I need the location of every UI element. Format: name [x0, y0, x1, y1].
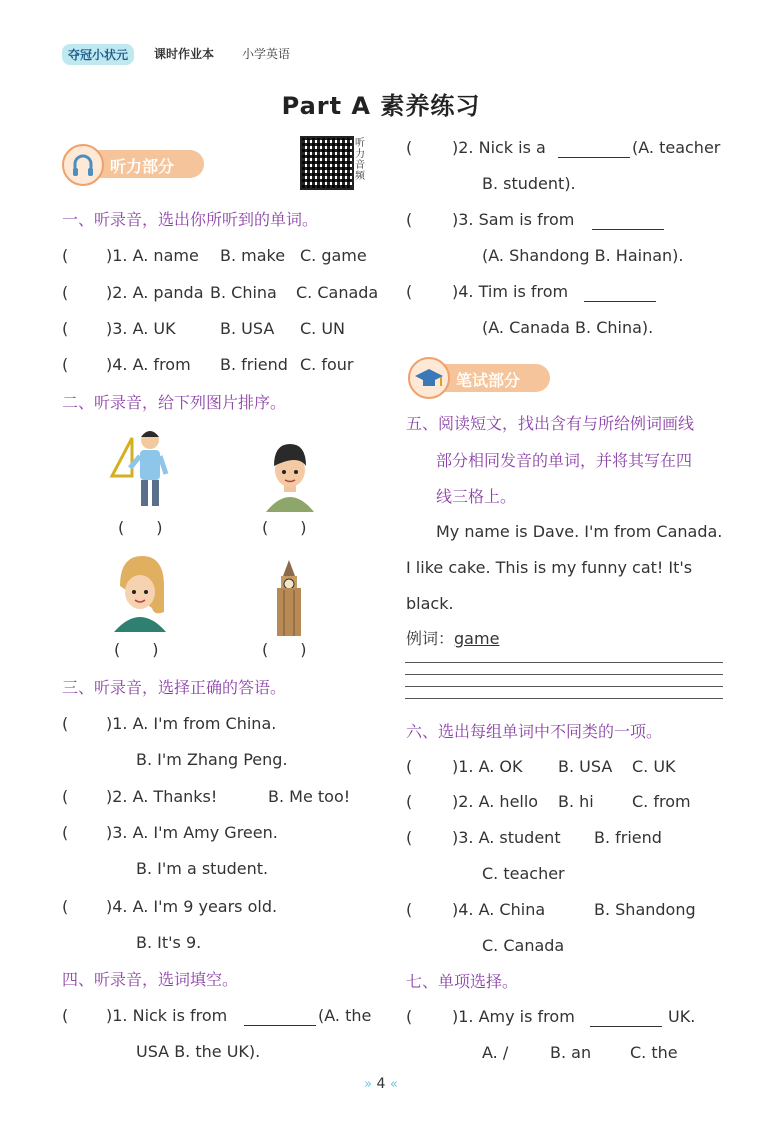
paren: ( [406, 210, 413, 229]
s3-q3-a: )3. A. I'm Amy Green. [106, 823, 278, 842]
section-1-heading: 一、听录音，选出你所听到的单词。 [62, 210, 319, 229]
option-a: )2. A. panda [106, 283, 204, 302]
option-a: )1. A. name [106, 246, 199, 265]
s7-q1-a: )1. Amy is from [452, 1007, 575, 1026]
section-6-heading: 六、选出每组单词中不同类的一项。 [406, 722, 663, 741]
section-4-heading: 四、听录音，选词填空。 [62, 970, 239, 989]
s4-q3-c: (A. Shandong B. Hainan). [482, 246, 684, 265]
page-number-footer [0, 1076, 762, 1092]
s7-option-b: B. an [550, 1043, 592, 1062]
writing-label: 笔试部分 [456, 371, 521, 390]
s6-q4-b: B. Shandong [594, 900, 696, 919]
answer-blank[interactable] [584, 300, 656, 302]
s7-option-a: A. / [482, 1043, 509, 1062]
paren: ( [62, 246, 69, 265]
qr-code-icon[interactable] [300, 136, 354, 190]
s3-q3-b: B. I'm a student. [136, 859, 269, 878]
s3-q4-b: B. It's 9. [136, 933, 202, 952]
paren: ( [406, 1007, 413, 1026]
paren: ( [62, 319, 69, 338]
example-word: game [454, 629, 500, 648]
example-word-line [406, 629, 499, 649]
headphones-icon [62, 144, 104, 186]
option-b: B. make [220, 246, 286, 265]
option-c: C. game [300, 246, 367, 265]
s4-q1-b: (A. the [318, 1006, 372, 1025]
option-b: B. USA [220, 319, 275, 338]
s7-q1-b: UK. [668, 1007, 696, 1026]
paren: ( [62, 283, 69, 302]
s6-q2-a: )2. A. hello [452, 792, 539, 811]
option-b: B. China [210, 283, 277, 302]
section-5-heading-3: 线三格上。 [436, 487, 517, 506]
page-number: 4 [376, 1076, 386, 1092]
brand-badge: 夺冠小状元 [62, 44, 134, 65]
picture-4-paren: ( ) [262, 640, 307, 659]
s6-q2-b: B. hi [558, 792, 594, 811]
paren: ( [62, 714, 69, 733]
teacher-picture [108, 424, 172, 514]
option-a: )4. A. from [106, 355, 191, 374]
section-5-heading-2: 部分相同发音的单词，并将其写在四 [436, 451, 693, 470]
qr-caption: 听 力 音 频 [355, 138, 365, 182]
option-c: C. four [300, 355, 354, 374]
paren: ( [62, 355, 69, 374]
picture-3-paren: ( ) [114, 640, 159, 659]
option-a: )3. A. UK [106, 319, 176, 338]
paren: ( [62, 787, 69, 806]
s6-q1-c: C. UK [632, 757, 676, 776]
paren: ( [406, 828, 413, 847]
answer-blank[interactable] [590, 1025, 662, 1027]
s4-q1-c: USA B. the UK). [136, 1042, 261, 1061]
boy-picture [260, 442, 320, 512]
arrow-left-icon: « [389, 1077, 398, 1092]
answer-blank[interactable] [244, 1024, 316, 1026]
s3-q2-b: B. Me too! [268, 787, 351, 806]
passage-line-2: I like cake. This is my funny cat! It's [406, 558, 693, 577]
s4-q4-c: (A. Canada B. China). [482, 318, 654, 337]
s7-option-c: C. the [630, 1043, 678, 1062]
paren: ( [406, 138, 413, 157]
paren: ( [406, 792, 413, 811]
option-c: C. UN [300, 319, 346, 338]
answer-blank[interactable] [592, 228, 664, 230]
paren: ( [406, 282, 413, 301]
section-2-heading: 二、听录音，给下列图片排序。 [62, 393, 287, 412]
answer-blank[interactable] [558, 156, 630, 158]
paren: ( [406, 900, 413, 919]
section-5-heading: 五、阅读短文，找出含有与所给例词画线 [406, 414, 695, 433]
s4-q2-b: (A. teacher [632, 138, 721, 157]
paren: ( [406, 757, 413, 776]
s6-q3-a: )3. A. student [452, 828, 561, 847]
s6-q2-c: C. from [632, 792, 691, 811]
s3-q1-b: B. I'm Zhang Peng. [136, 750, 288, 769]
s4-q3-a: )3. Sam is from [452, 210, 575, 229]
s6-q4-c: C. Canada [482, 936, 565, 955]
picture-1-paren: ( ) [118, 518, 163, 537]
paren: ( [62, 897, 69, 916]
arrow-right-icon: » [364, 1077, 373, 1092]
book-name: 课时作业本 [154, 47, 215, 61]
big-ben-picture [272, 560, 306, 636]
paren: ( [62, 823, 69, 842]
s3-q1-a: )1. A. I'm from China. [106, 714, 277, 733]
s6-q4-a: )4. A. China [452, 900, 546, 919]
listening-label: 听力部分 [110, 157, 175, 176]
s3-q4-a: )4. A. I'm 9 years old. [106, 897, 278, 916]
s6-q1-a: )1. A. OK [452, 757, 523, 776]
girl-picture [110, 556, 170, 632]
s4-q1-a: )1. Nick is from [106, 1006, 228, 1025]
section-3-heading: 三、听录音，选择正确的答语。 [62, 678, 287, 697]
s4-q2-c: B. student). [482, 174, 576, 193]
s6-q3-c: C. teacher [482, 864, 565, 883]
passage-line-3: black. [406, 594, 454, 613]
s4-q4-a: )4. Tim is from [452, 282, 569, 301]
s4-q2-a: )2. Nick is a [452, 138, 546, 157]
graduation-cap-icon [408, 357, 450, 399]
option-c: C. Canada [296, 283, 379, 302]
s6-q1-b: B. USA [558, 757, 613, 776]
s3-q2-a: )2. A. Thanks! [106, 787, 218, 806]
section-7-heading: 七、单项选择。 [406, 972, 519, 991]
passage-line-1: My name is Dave. I'm from Canada. [436, 522, 723, 541]
picture-2-paren: ( ) [262, 518, 307, 537]
option-b: B. friend [220, 355, 288, 374]
paren: ( [62, 1006, 69, 1025]
four-line-writing-grid[interactable] [405, 662, 723, 700]
page-title: Part A 素养练习 [281, 92, 481, 120]
s6-q3-b: B. friend [594, 828, 662, 847]
example-label: 例词： [406, 629, 455, 648]
subject-name: 小学英语 [242, 47, 291, 61]
